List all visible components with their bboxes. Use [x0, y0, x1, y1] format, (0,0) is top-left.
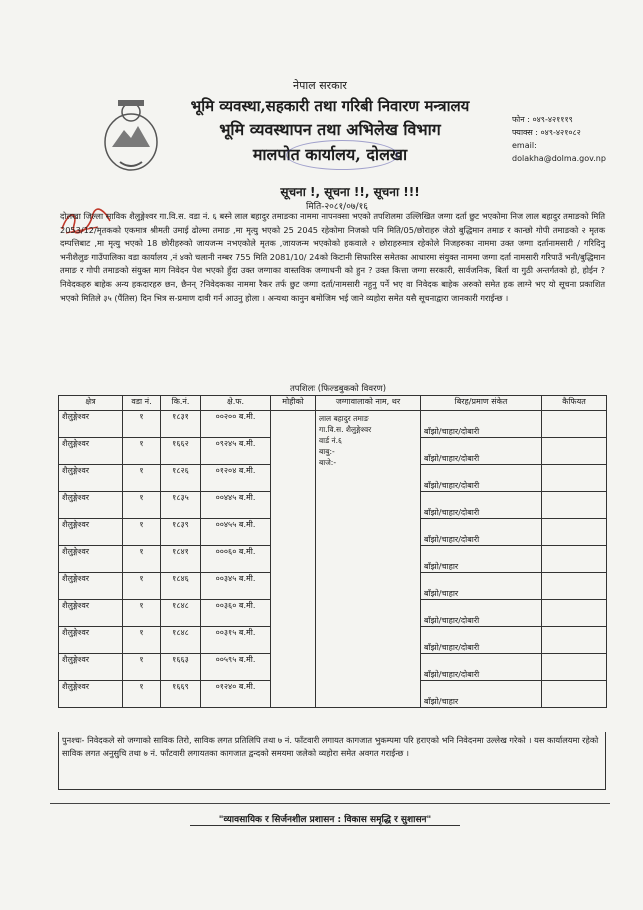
cell-remark: बाँझो/चाहार/दोबारी — [421, 627, 542, 654]
cell-area: शैलुङ्गेश्वर — [59, 546, 123, 573]
office-name: मालपोत कार्यालय, दोलखा — [252, 145, 408, 164]
cell-note — [542, 654, 607, 681]
cell-size: ००५९५ ब.मी. — [201, 654, 271, 681]
owner-line: लाल बहादुर तमाङ — [319, 414, 369, 423]
cell-note — [542, 600, 607, 627]
fax-number: फ्याक्स : ०४९-४२१०८२ — [512, 128, 581, 137]
cell-kitta: १८३१ — [161, 411, 201, 438]
cell-note — [542, 681, 607, 708]
cell-size: ०१२०४ ब.मी. — [201, 465, 271, 492]
cell-note — [542, 492, 607, 519]
table-title: तपशिलः (फिल्डबुकको विवरण) — [289, 384, 387, 394]
cell-kitta: १८४६ — [161, 573, 201, 600]
cell-kitta: १८४८ — [161, 627, 201, 654]
cell-size: ००३६० ब.मी. — [201, 600, 271, 627]
col-header-remark: बिरह/प्रमाण संकेत — [421, 396, 542, 411]
cell-size: ००४४५ ब.मी. — [201, 492, 271, 519]
cell-note — [542, 465, 607, 492]
office-stamp — [286, 140, 398, 170]
cell-ward: १ — [123, 492, 161, 519]
cell-ward: १ — [123, 654, 161, 681]
government-emblem-icon — [100, 92, 162, 174]
cell-kitta: १६६३ — [161, 654, 201, 681]
cell-kitta: १८४८ — [161, 600, 201, 627]
notice-body: दोलखा जिल्ला साविक शैलुङ्गेश्वर गा.वि.स. वडा नं. ६ बस्ने लाल बहादुर तमाङका नाममा नापनक्सा भएको तपशिलमा उल्लिखित जग्गा दर्ता छुट भएकोमा निज लाल बहादुर तमाङको मिति 2053/12/मृतकको एकमात्र श्रीमती उमाई ढोल्मा तमाङ ,मा मृत्यु भएको 25 2045 रहेकोमा निजको पनि मिति/05/छोराहरु जेठो बुद्धिमान तमाङ र कान्छो गोपी तमाङको २ मृतक दम्पत्तिबाट ,मा मृत्यु भएको 18 छोरीहरुको जायजन्म नभएकोले मृतक ,जायजन्म भएकोको हकवाले २ छोराहरुमात्र रहेकोले निजहरुका नाममा उक्त जग्गा दर्तानामसारी / गरिदिनु भनीशैलुङ गाउँपालिका वडा कार्यालय ,नं ४को चलानी नम्बर 755 मिति 2081/10/ 24को किटानी सिफारिस समेतका आधारमा संयुक्त नाममा जग्गा दर्ता नामसारी गरिपाउँ भनी/बुद्धिमान तमाङ र गोपी तमाङको संयुक्त माग निवेदन पेश भएको हुँदा उक्त जग्गाका वास्तविक जग्गाधनी को हुन ? उक्त कित्ता जग्गा सरकारी, सार्वजनिक, बिर्ता वा गुठी अन्तर्गतको हो, होईन ?निवेदकहरु बाहेक अन्य हकदारहरु छन, छैनन् ?निवेदकका नाममा रैकर तर्फ छुट जग्गा दर्ता/नामसारी नहुनु पर्ने भए वा निवेदक बाहेक अरुको समेत हक लाग्ने भए यो सूचना प्रकाशित भएको मितिले ३५ (पैंतिस) दिन भित्र स-प्रमाण दावी गर्न आउनु होला । अन्यथा कानुन बमोजिम भई जाने व्यहोरा समेत यसै सूचनाद्वारा जानकारी गराईन्छ । — [60, 211, 605, 303]
col-header-size: क्षे.फ. — [201, 396, 271, 411]
cell-ward: १ — [123, 681, 161, 708]
cell-note — [542, 573, 607, 600]
cell-size: ००४५५ ब.मी. — [201, 519, 271, 546]
cell-ward: १ — [123, 438, 161, 465]
col-header-note: कैफियत — [542, 396, 607, 411]
cell-size: ००३१५ ब.मी. — [201, 627, 271, 654]
government-name: नेपाल सरकार — [293, 79, 347, 92]
cell-remark: बाँझो/चाहार/दोबारी — [421, 465, 542, 492]
cell-ward: १ — [123, 411, 161, 438]
cell-kitta: १६६२ — [161, 438, 201, 465]
cell-kitta: १८४१ — [161, 546, 201, 573]
cell-remark: बाँझो/चाहार — [421, 681, 542, 708]
department-name: भूमि व्यवस्थापन तथा अभिलेख विभाग — [219, 120, 441, 139]
cell-area: शैलुङ्गेश्वर — [59, 519, 123, 546]
col-header-tenant: मोहीको — [271, 396, 316, 411]
cell-area: शैलुङ्गेश्वर — [59, 681, 123, 708]
cell-size: ०००६० ब.मी. — [201, 546, 271, 573]
cell-remark: बाँझो/चाहार/दोबारी — [421, 654, 542, 681]
cell-area: शैलुङ्गेश्वर — [59, 654, 123, 681]
owner-line: वार्ड नं.६ — [319, 436, 342, 445]
cell-tenant — [271, 411, 316, 708]
cell-remark: बाँझो/चाहार/दोबारी — [421, 438, 542, 465]
cell-remark: बाँझो/चाहार/दोबारी — [421, 519, 542, 546]
cell-ward: १ — [123, 519, 161, 546]
cell-area: शैलुङ्गेश्वर — [59, 465, 123, 492]
slogan: "व्यावसायिक र सिर्जनशील प्रशासन : विकास समृद्धि र सुशासन" — [190, 812, 460, 826]
cell-remark: बाँझो/चाहार/दोबारी — [421, 411, 542, 438]
col-header-owner: जग्गावालाको नाम, थर — [316, 396, 421, 411]
col-header-area: क्षेत्र — [59, 396, 123, 411]
ministry-name: भूमि व्यवस्था,सहकारी तथा गरिबी निवारण मन्त्रालय — [190, 97, 470, 115]
cell-area: शैलुङ्गेश्वर — [59, 438, 123, 465]
cell-kitta: १६६९ — [161, 681, 201, 708]
cell-ward: १ — [123, 600, 161, 627]
cell-area: शैलुङ्गेश्वर — [59, 573, 123, 600]
cell-note — [542, 519, 607, 546]
owner-line: गा.वि.स. शैलुङ्गेश्वर — [319, 425, 372, 434]
email-label: email: — [512, 141, 537, 150]
email-address: dolakha@dolma.gov.np — [512, 154, 606, 163]
owner-line: बाबु:- — [319, 447, 335, 456]
cell-ward: १ — [123, 627, 161, 654]
cell-ward: १ — [123, 465, 161, 492]
cell-remark: बाँझो/चाहार — [421, 573, 542, 600]
cell-size: ००२०० ब.मी. — [201, 411, 271, 438]
cell-kitta: १८३९ — [161, 519, 201, 546]
cell-area: शैलुङ्गेश्वर — [59, 627, 123, 654]
col-header-ward: वडा नं. — [123, 396, 161, 411]
cell-note — [542, 411, 607, 438]
cell-kitta: १८२६ — [161, 465, 201, 492]
table-row — [59, 411, 607, 438]
notice-date: मिति-२०८१/०७/१६ — [306, 202, 368, 212]
cell-note — [542, 546, 607, 573]
notice-title: सूचना !, सूचना !!, सूचना !!! — [280, 185, 420, 199]
cell-remark: बाँझो/चाहार/दोबारी — [421, 600, 542, 627]
cell-ward: १ — [123, 573, 161, 600]
table-header-row — [59, 396, 607, 411]
footnote: पुनश्चः- निवेदकले सो जग्गाको साविक तिरो, साविक लगत प्रतिलिपि तथा ७ नं. फाँटवारी लगायत कागजात भुकम्पमा परि हराएको भनि निवेदनमा उल्लेख गरेको । यस कार्यालयमा रहेको साविक लगत अनुसुचि तथा ७ नं. फाँटवारी लगायतका कागजात द्वन्दको समयमा जलेको व्यहोरा समेत अवगत गराईन्छ । — [58, 732, 606, 790]
cell-owner — [316, 411, 421, 708]
cell-size: ०९२४५ ब.मी. — [201, 438, 271, 465]
cell-size: ००३४५ ब.मी. — [201, 573, 271, 600]
cell-ward: १ — [123, 546, 161, 573]
cell-note — [542, 438, 607, 465]
cell-note — [542, 627, 607, 654]
cell-kitta: १८३५ — [161, 492, 201, 519]
owner-line: बाजे:- — [319, 458, 337, 467]
land-details-table — [58, 395, 607, 708]
cell-remark: बाँझो/चाहार/दोबारी — [421, 492, 542, 519]
divider — [50, 803, 610, 804]
col-header-kitta: कि.नं. — [161, 396, 201, 411]
phone-number: फोन : ०४९-४२१११९ — [512, 115, 573, 124]
cell-remark: बाँझो/चाहार — [421, 546, 542, 573]
cell-area: शैलुङ्गेश्वर — [59, 411, 123, 438]
cell-size: ०१२४० ब.मी. — [201, 681, 271, 708]
cell-area: शैलुङ्गेश्वर — [59, 492, 123, 519]
cell-area: शैलुङ्गेश्वर — [59, 600, 123, 627]
